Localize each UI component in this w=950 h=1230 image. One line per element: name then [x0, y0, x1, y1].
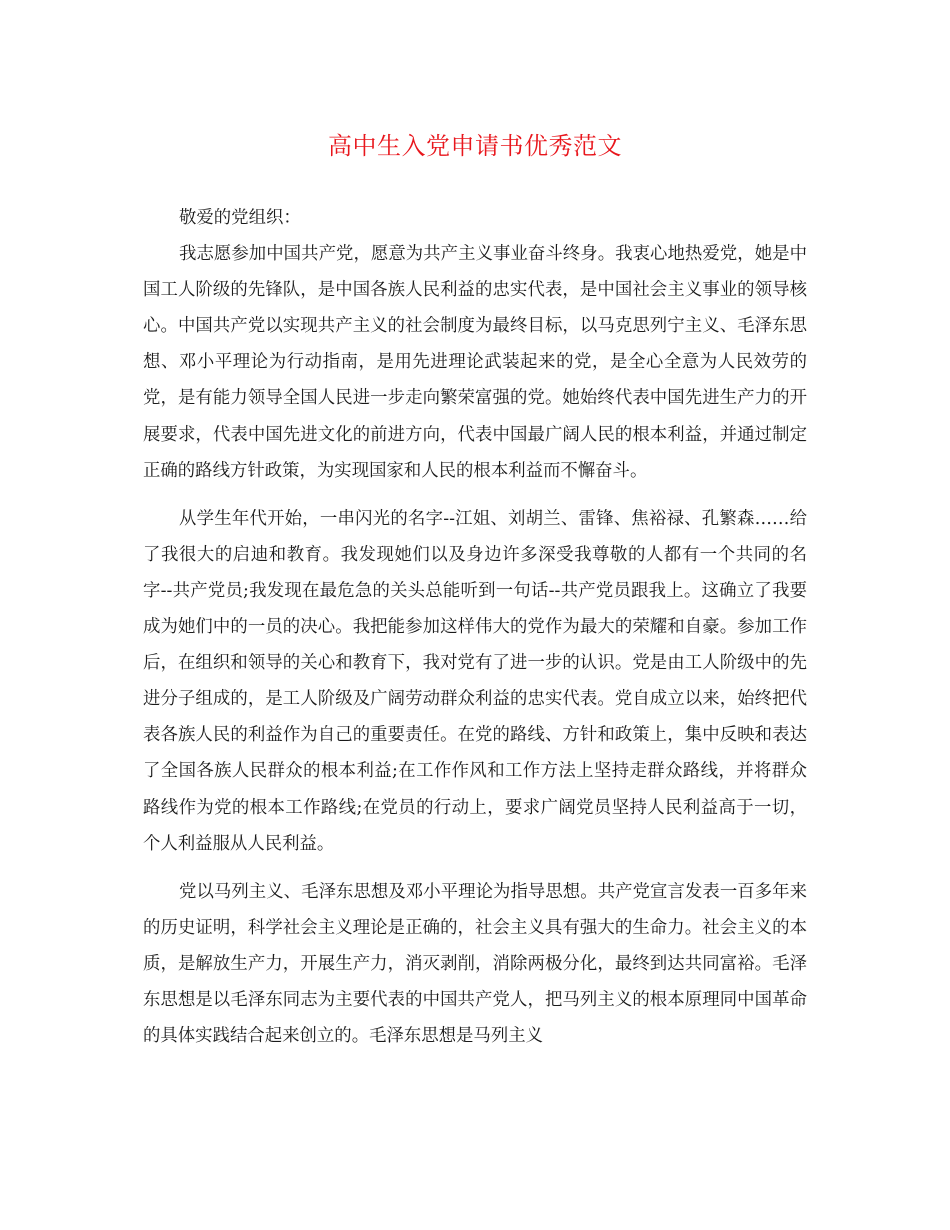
document-title: 高中生入党申请书优秀范文 — [328, 132, 622, 160]
paragraph-1: 我志愿参加中国共产党，愿意为共产主义事业奋斗终身。我衷心地热爱党，她是中国工人阶级的先锋队，是中国各族人民利益的忠实代表，是中国社会主义事业的领导核心。中国共产党以实现共产主义的社会制度为最终目标，以马克思列宁主义、毛泽东思想、邓小平理论为行动指南，是用先进理论武装起来的党，是全心全意为人民效劳的党，是有能力领导全国人民进一步走向繁荣富强的党。她始终代表中国先进生产力的开展要求，代表中国先进文化的前进方向，代表中国最广阔人民的根本利益，并通过制定正确的路线方针政策，为实现国家和人民的根本利益而不懈奋斗。 — [143, 244, 807, 481]
document-body — [143, 200, 807, 1066]
paragraph-3: 党以马列主义、毛泽东思想及邓小平理论为指导思想。共产党宣言发表一百多年来的历史证明，科学社会主义理论是正确的，社会主义具有强大的生命力。社会主义的本质，是解放生产力，开展生产力，消灭剥削，消除两极分化，最终到达共同富裕。毛泽东思想是以毛泽东同志为主要代表的中国共产党人，把马列主义的根本原理同中国革命的具体实践结合起来创立的。毛泽东思想是马列主义 — [143, 881, 807, 1047]
salutation: 敬爱的党组织： — [179, 208, 301, 228]
paragraph-2: 从学生年代开始，一串闪光的名字--江姐、刘胡兰、雷锋、焦裕禄、孔繁森……给了我很大的启迪和教育。我发现她们以及身边许多深受我尊敬的人都有一个共同的名字--共产党员;我发现在最危急的关头总能听到一句话--共产党员跟我上。这确立了我要成为她们中的一员的决心。我把能参加这样伟大的党作为最大的荣耀和自豪。参加工作后，在组织和领导的关心和教育下，我对党有了进一步的认识。党是由工人阶级中的先进分子组成的，是工人阶级及广阔劳动群众利益的忠实代表。党自成立以来，始终把代表各族人民的利益作为自己的重要责任。在党的路线、方针和政策上，集中反映和表达了全国各族人民群众的根本利益;在工作作风和工作方法上坚持走群众路线，并将群众路线作为党的根本工作路线;在党员的行动上，要求广阔党员坚持人民利益高于一切，个人利益服从人民利益。 — [143, 508, 807, 854]
